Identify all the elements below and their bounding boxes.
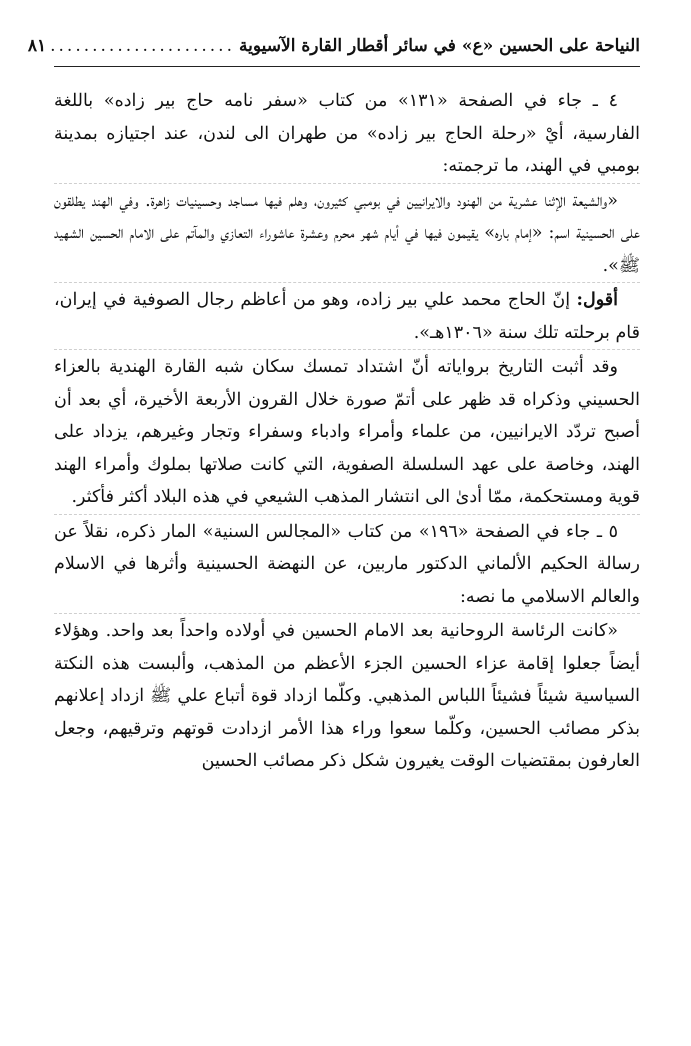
document-page xyxy=(27,34,640,778)
paragraph-text: «كانت الرئاسة الروحانية بعد الامام الحسين في أولاده واحداً بعد واحد. وهؤلاء أيضاً جعلوا إقامة عزاء الحسين الجزء الأعظم من المذهب، وألبست هذه النكتة السياسية شيئاً فشيئاً اللباس المذهبي. وكلّما ازداد قوة أتباع علي ﷺ ازداد إعلانهم بذكر مصائب الحسين، وكلّما سعوا وراء هذا الأمر ازدادت قوتهم وترقيهم، وجعل العارفون بمقتضيات الوقت يغيرون شكل ذكر مصائب الحسين xyxy=(54,621,640,771)
paragraph-text: ٤ ـ جاء في الصفحة «١٣١» من كتاب «سفر نامه حاج بير زاده» باللغة الفارسية، أيْ «رحلة الحاج بير زاده» من طهران الى لندن، عند اجتيازه بمدينة بومبي في الهند، ما ترجمته: xyxy=(54,91,640,176)
paragraph-text: «والشيعة الإثنا عشرية من الهنود والايرانيين في بومبي كثيرون، وهلم فيها مساجد وحسينيات زاهرة. وفي الهند يطلقون على الحسينية اسم: «إمام باره» يقيمون فيها في أيام شهر محرم وعشرة عاشوراء التعازي والمآتم على الامام الحسين الشهيد ﷺ». xyxy=(54,190,640,276)
paragraph xyxy=(54,514,640,614)
paragraph xyxy=(54,183,640,283)
paragraph-text: ٥ ـ جاء في الصفحة «١٩٦» من كتاب «المجالس السنية» المار ذكره، نقلاً عن رسالة الحكيم الألماني الدكتور ماربين، عن النهضة الحسينية وأثرها في الاسلام والعالم الاسلامي ما نصه: xyxy=(54,521,640,607)
leader-dots: ...................... xyxy=(50,36,235,56)
body-text xyxy=(54,85,640,778)
paragraph xyxy=(54,85,640,183)
running-header xyxy=(27,34,640,67)
paragraph xyxy=(54,349,640,514)
paragraph-lead: أقول: xyxy=(576,290,618,310)
paragraph xyxy=(54,613,640,778)
page-number: ٨١ xyxy=(27,36,47,56)
chapter-title: النياحة على الحسين «ع» في سائر أقطار القارة الآسيوية xyxy=(239,36,640,56)
paragraph xyxy=(54,282,640,349)
paragraph-text: إنّ الحاج محمد علي بير زاده، وهو من أعاظم رجال الصوفية في إيران، قام برحلته تلك سنة «١٣٠٦هـ». xyxy=(54,290,640,343)
paragraph-text: وقد أثبت التاريخ برواياته أنّ اشتداد تمسك سكان شبه القارة الهندية بالعزاء الحسيني وذكراه قد ظهر على أتمّ صورة خلال القرون الأربعة الأخيرة، أي بعد أن أصبح تردّد الايرانيين، من علماء وأمراء وادباء وسفراء وتجار وغيرهم، يزداد على الهند، وخاصة على عهد السلسلة الصفوية، التي كانت صلاتها بملوك وأمراء الهند قوية ومستحكمة، ممّا أدىٰ الى انتشار المذهب الشيعي في هذه البلاد أكثر فأكثر. xyxy=(54,357,640,507)
